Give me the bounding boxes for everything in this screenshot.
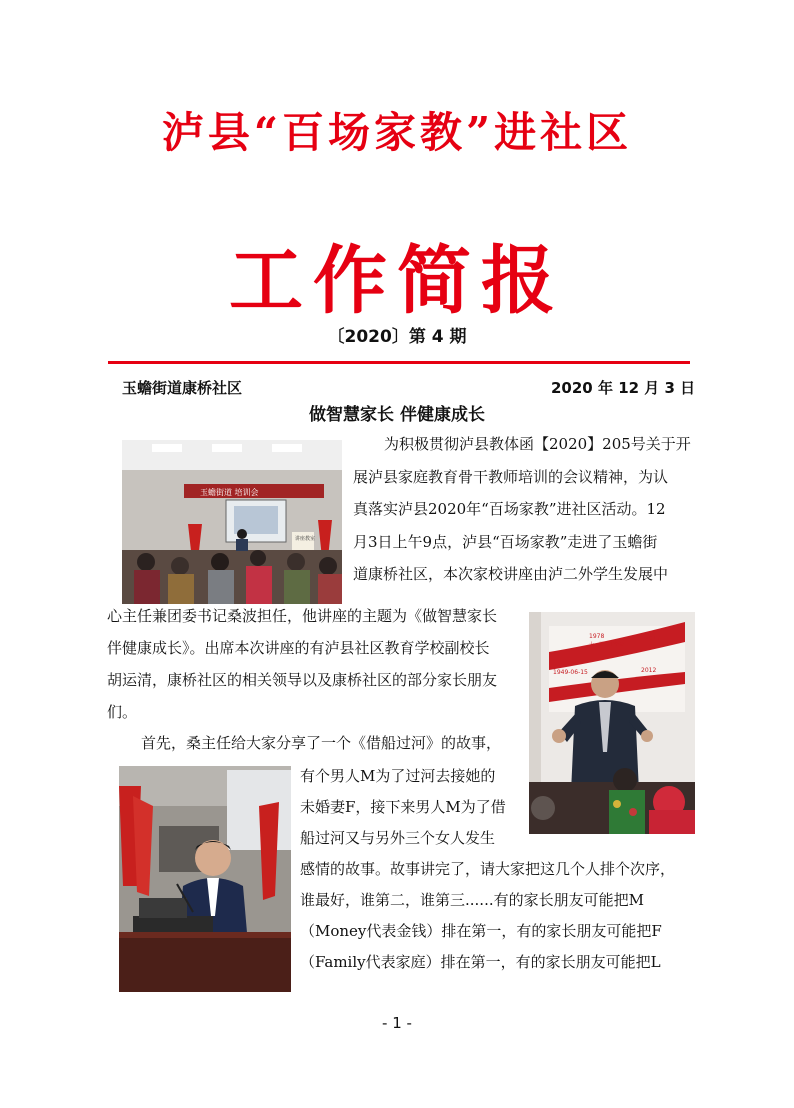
article-paragraph-2-line-4: 船过河又与另外三个女人发生 [300,829,496,847]
article-paragraph-1-line-8: 胡运清，康桥社区的相关领导以及康桥社区的部分家长朋友 [107,671,498,689]
page-number: - 1 - [382,1014,412,1032]
lecture-hall-image [122,440,342,604]
photo-lecture-hall [122,440,342,604]
wall-text-2: 十一届三中全会 [589,642,625,648]
sign-text: 讲座教室 [295,536,316,542]
header-title: 泸县“百场家教”进社区 [161,108,633,157]
article-paragraph-2-line-5: 感情的故事。故事讲完了，请大家把这几个人排个次序， [300,860,676,878]
photo-speaker-standing [529,612,695,834]
wall-text-3: 2017 [645,635,661,642]
date: 2020 年 12 月 3 日 [551,379,696,397]
article-paragraph-1-line-3: 真落实泸县2020年“百场家教”进社区活动。12 [353,500,666,518]
wall-text-1: 1978 [589,633,605,640]
photo-speaker-podium [119,766,291,992]
article-paragraph-1-line-6: 心主任兼团委书记桑波担任，他讲座的主题为《做智慧家长 [107,607,498,625]
wall-text-6: 1956 [559,693,575,700]
article-paragraph-2-line-3: 未婚妻F，接下来男人M为了借 [300,798,506,816]
issue-number: 〔2020〕第 4 期 [327,327,467,347]
article-paragraph-1-line-2: 展泸县家庭教育骨干教师培训的会议精神，为认 [353,468,669,486]
article-paragraph-1-line-1: 为积极贯彻泸县教体函【2020】205号关于开 [384,435,691,453]
speaker-standing-image [529,612,695,834]
speaker-podium-image [119,766,291,992]
article-paragraph-1-line-5: 道康桥社区，本次家校讲座由泸二外学生发展中 [353,565,669,583]
article-title: 做智慧家长 伴健康成长 [309,405,485,425]
wall-text-4: 2012 [641,667,657,674]
banner-text: 玉蟾街道 培训会 [200,488,259,497]
article-paragraph-2-line-1: 首先，桑主任给大家分享了一个《借船过河》的故事， [141,734,502,752]
wall-text-5: 1949-06-15 [553,669,588,676]
article-paragraph-1-line-7: 伴健康成长》。出席本次讲座的有泸县社区教育学校副校长 [107,639,490,657]
article-paragraph-1-line-9: 们。 [107,703,138,721]
red-divider [108,361,690,364]
article-paragraph-2-line-7: （Money代表金钱）排在第一，有的家长朋友可能把F [300,922,662,940]
article-paragraph-1-line-4: 月3日上午9点，泸县“百场家教”走进了玉蟾街 [353,533,658,551]
organization: 玉蟾街道康桥社区 [122,379,243,397]
article-paragraph-2-line-6: 谁最好，谁第二，谁第三......有的家长朋友可能把M [300,891,644,909]
header-subtitle: 工作简报 [229,238,565,324]
article-paragraph-2-line-2: 有个男人M为了过河去接她的 [300,767,496,785]
article-paragraph-2-line-8: （Family代表家庭）排在第一，有的家长朋友可能把L [300,953,661,971]
